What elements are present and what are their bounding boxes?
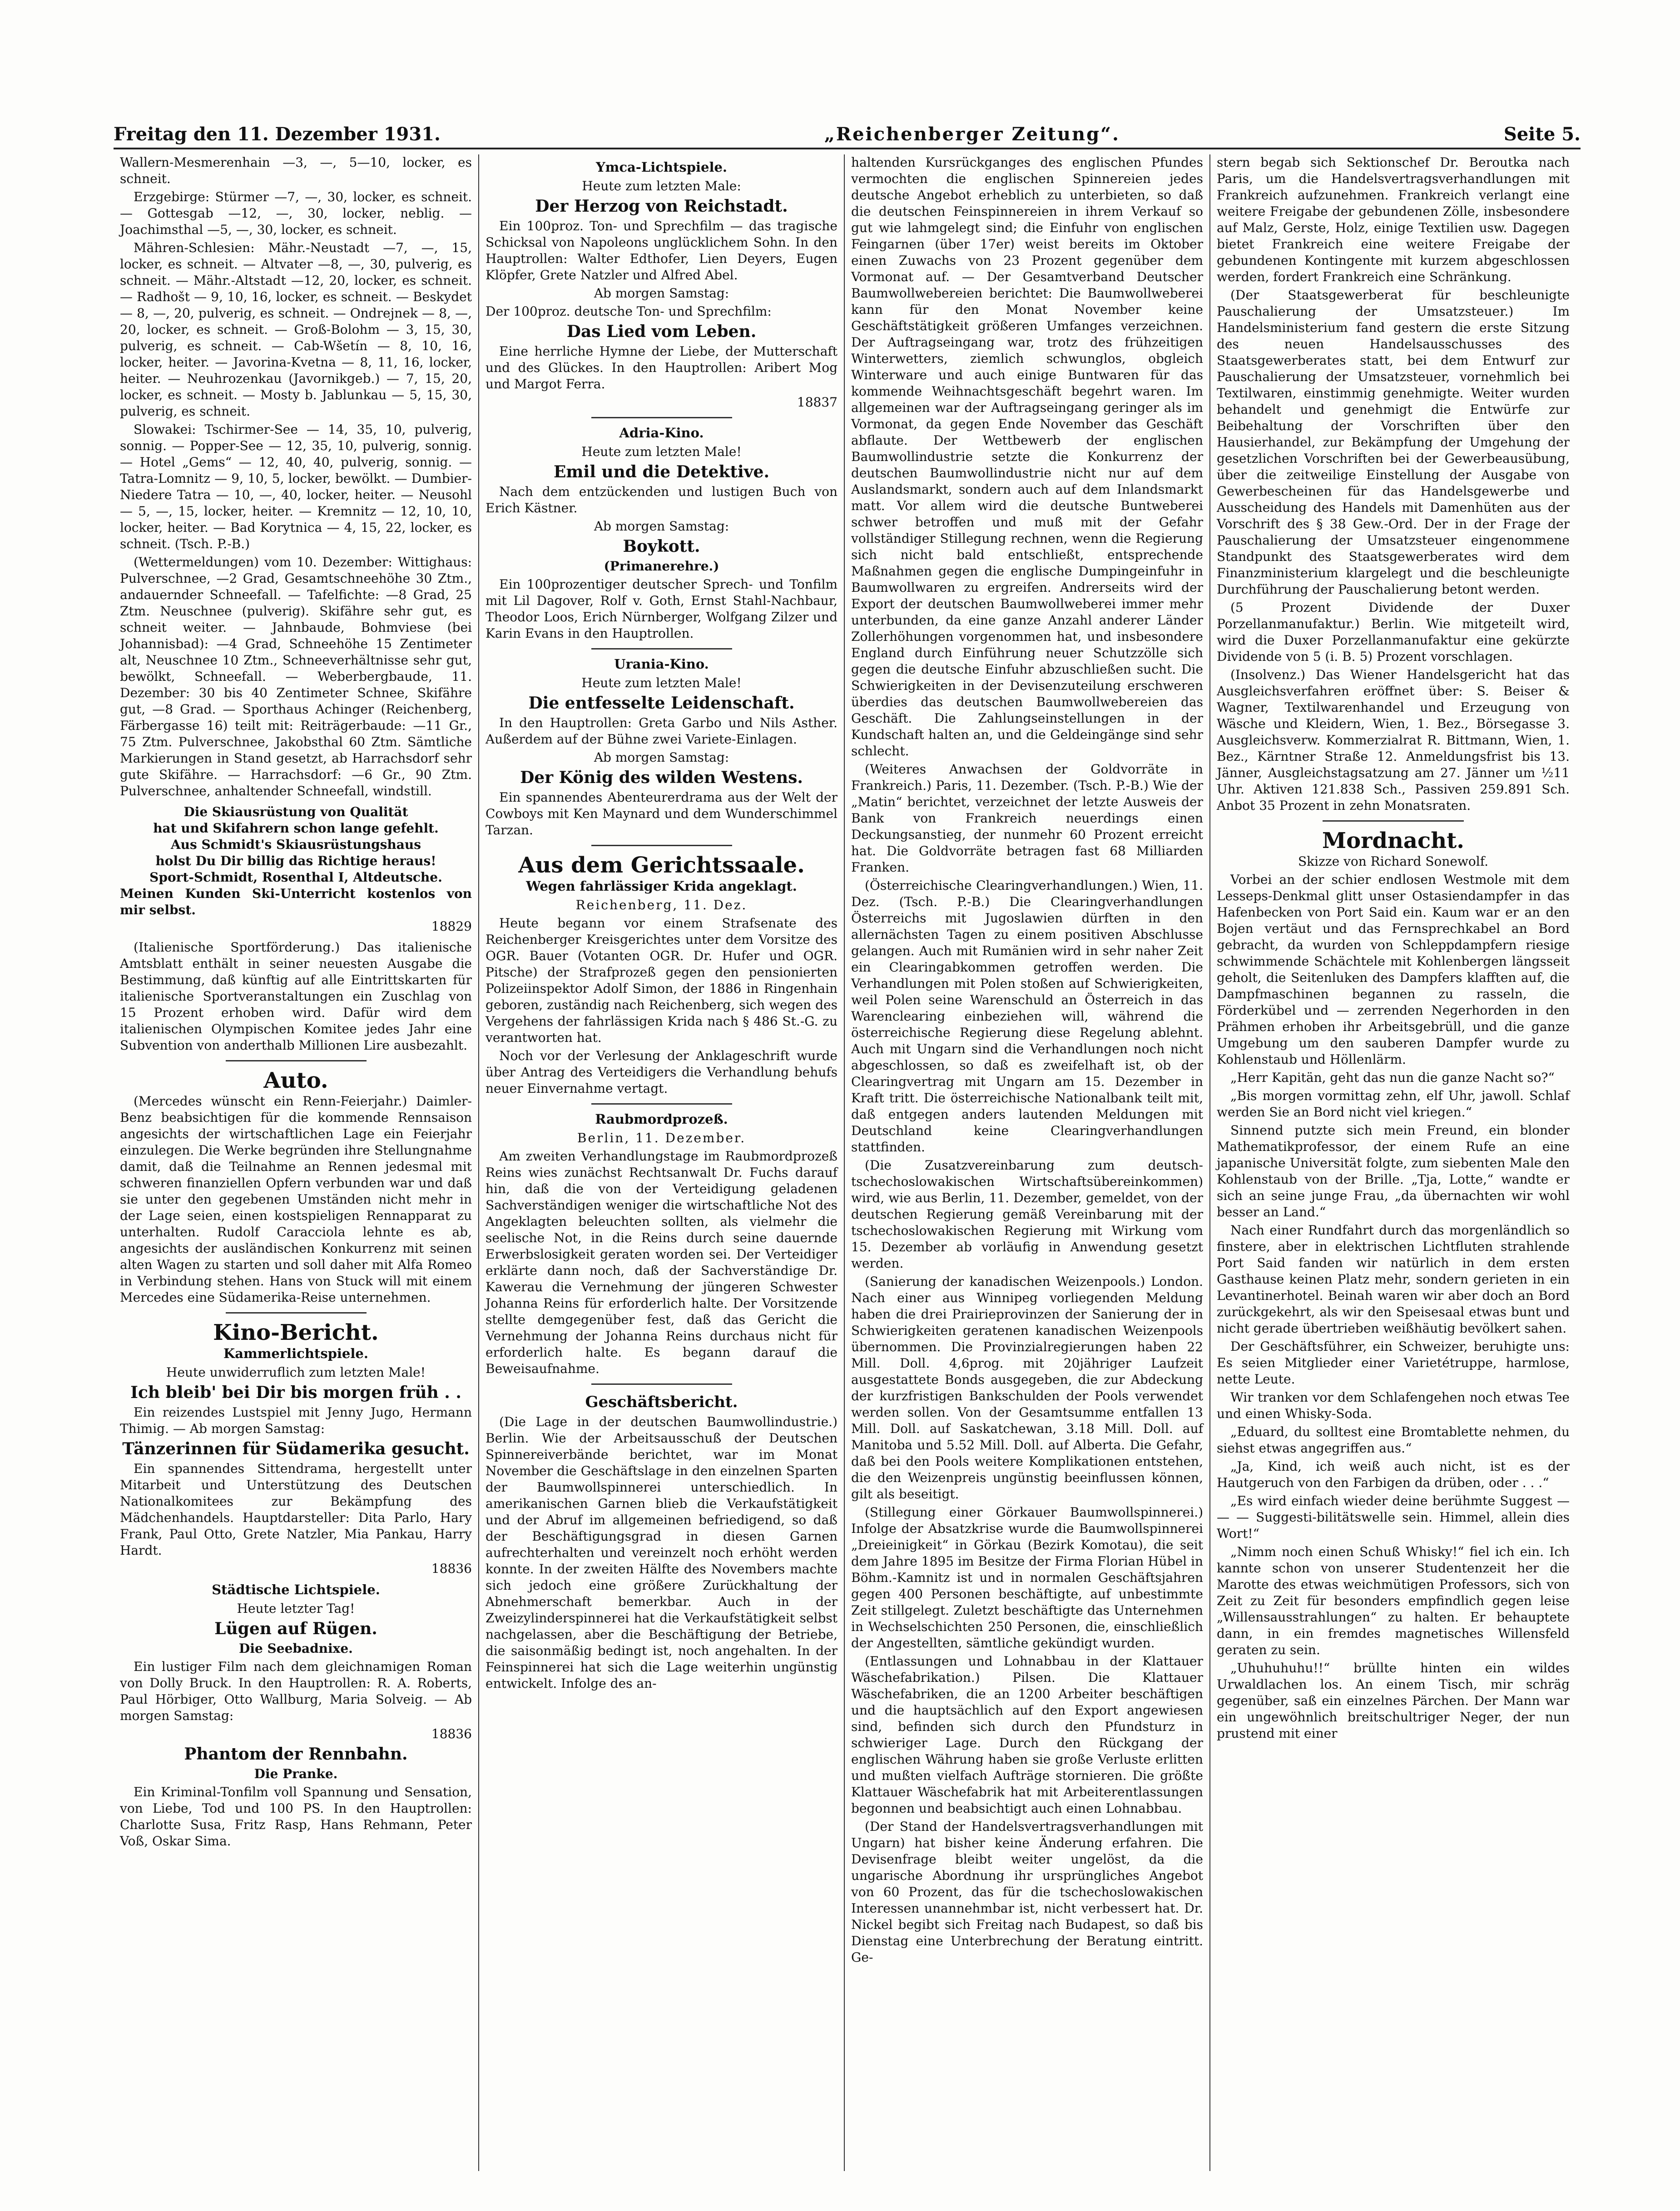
story-paragraph: „Nimm noch einen Schuß Whisky!“ fiel ich ein. Ich kannte schon von unserer Studentenzeit her die Marotte des etwas weichmütigen Professors, sich von Zeit zu Zeit für besonders empfindlich gegen leise „Willensausstrahlungen“ zu halten. Er behauptete dann, in ein fremdes magnetisches Willensfeld geraten zu sein.: [1217, 1544, 1570, 1657]
clearing-austria-news: (Österreichische Clearingverhandlungen.) Wien, 11. Dez. (Tsch. P.-B.) Die Clearingverhandlungen Österreichs mit Jugoslawien dürften in den allernächsten Tagen zu einem positiven Abschlusse gelangen. Auch mit Rumänien wird in sehr naher Zeit ein Clearingabkommen getroffen werden. Die Verhandlungen mit Polen stoßen auf Schwierigkeiten, weil Polen seine Warenschuld an Österreich in das Warenclearing einbeziehen will, während die österreichische Regierung diese Regelung ablehnt. Auch mit Ungarn sind die Verhandlungen noch nicht abgeschlossen, so daß es zweifelhaft ist, ob der Clearingvertrag mit Ungarn am 15. Dezember in Kraft tritt. Die österreichische Nationalbank teilt mit, daß entgegen anders lautenden Meldungen mit Deutschland keine Clearingverhandlungen stattfinden.: [851, 878, 1203, 1155]
story-paragraph: Der Geschäftsführer, ein Schweizer, beruhigte uns: Es seien Mitglieder einer Varietétruppe, harmlose, nette Leute.: [1217, 1339, 1570, 1387]
kammer-description: Ein reizendes Lustspiel mit Jenny Jugo, Hermann Thimig. — Ab morgen Samstag:: [120, 1405, 472, 1436]
urania-description: In den Hauptrollen: Greta Garbo und Nils Asther. Außerdem auf der Bühne zwei Variete-Einlagen.: [486, 715, 838, 747]
snow-report-maehren: Mähren-Schlesien: Mähr.-Neustadt —7, —, 15, locker, es schneit. — Altvater —8, —, 30, pulverig, es schneit. — Mähr.-Altstadt —12, 20, locker, es schneit. — Radhošt — 9, 10, 16, locker, es schneit. — Beskydet — 8, —, 20, pulverig, es schneit. — Ondrejnek — 8, —, 20, locker, es schneit. — Groß-Bolohm — 3, 15, 30, pulverig, es schneit. — Cab-Wšetín — 8, 10, 16, locker, heiter. — Javorina-Kvetna — 8, 11, 16, locker, heiter. — Neuhrozenkau (Javornikgeb.) — 7, 15, 20, locker, es schneit. — Mosty b. Jablunkau — 5, 15, 30, pulverig, es schneit.: [120, 240, 472, 419]
auto-heading: Auto.: [263, 1068, 328, 1093]
story-paragraph: Nach einer Rundfahrt durch das morgenländlich so finstere, aber in elektrischen Lichtfluten strahlende Port Said fanden wir natürlich in dem ersten Gasthause keinen Platz mehr, sondern gerieten in ein Levantinerhotel. Beinah waren wir aber doch an Bord zurückgekehrt, als wir den Speisesaal etwas bunt und nicht gerade übertrieben weißhäutig bevölkert sahen.: [1217, 1223, 1570, 1336]
ski-advertisement: [120, 804, 472, 935]
story-byline: Skizze von Richard Sonewolf.: [1298, 854, 1489, 869]
snow-report-erzgebirge: Erzgebirge: Stürmer —7, —, 30, locker, es schneit. — Gottesgab —12, —, 30, locker, neblig. — Joachimsthal —5, —, 30, locker, es schneit.: [120, 189, 472, 237]
adria-film-title: Emil und die Detektive.: [553, 462, 769, 481]
kammer-film-title-2: Tänzerinnen für Südamerika gesucht.: [122, 1439, 470, 1458]
sport-news: (Italienische Sportförderung.) Das italienische Amtsblatt enthält in seiner neuesten Ausgabe die Bestimmung, daß künftig auf alle Eintrittskarten für italienische Sportveranstaltungen ein Zuschlag von 15 Prozent erhoben wird. Dafür wird dem italienischen Olympischen Komitee jedes Jahr eine Subvention von anderthalb Millionen Lire ausbezahlt.: [120, 940, 472, 1053]
raub-heading: Raubmordprozeß.: [595, 1111, 728, 1127]
adria-film-title-2: Boykott.: [623, 537, 700, 556]
story-paragraph: „Bis morgen vormittag zehn, elf Uhr, jawoll. Schlaf werden Sie an Bord nicht viel kriegen.“: [1217, 1088, 1570, 1120]
gericht-paragraph-2: Noch vor der Verlesung der Anklageschrift wurde über Antrag des Verteidigers die Verhandlung behufs neuer Einvernahme vertagt.: [486, 1048, 838, 1096]
staedt-description: Ein lustiger Film nach dem gleichnamigen Roman von Dolly Bruck. In den Hauptrollen: R. A. Roberts, Paul Hörbiger, Otto Wallburg, Maria Solveig. — Ab morgen Samstag:: [120, 1659, 472, 1723]
ad-line: Die Skiausrüstung von Qualität: [183, 804, 408, 819]
staedt-subtitle: Die Seebadnixe.: [239, 1641, 353, 1656]
divider: [591, 845, 732, 846]
staedt-film-title-2: Phantom der Rennbahn.: [184, 1745, 408, 1764]
story-paragraph: Vorbei an der schier endlosen Westmole mit dem Lesseps-Denkmal glitt unser Ostasiendampfer in das Hafenbecken von Port Said ein. Kaum war er an den Bojen vertäut und das Fernsprechkabel an Bord gebracht, da wurden von Schleppdampfern riesige schwimmende Schächtele mit Kohlenbergen längsseit geholt, die Seitenluken des Dampfers klafften auf, die Dampfmaschinen begannen zu rasseln, die Förderkübel und — zerrenden Negerhorden in den Prähmen erhoben ihr Arbeitsgebrüll, und die ganze Umgebung um den sauberen Dampfer wurde zu Kohlenstaub und Höllenlärm.: [1217, 872, 1570, 1067]
adria-note-2: Ab morgen Samstag:: [594, 519, 729, 534]
ad-line: Aus Schmidt's Skiausrüstungshaus: [170, 837, 421, 852]
france-trade-continued: stern begab sich Sektionschef Dr. Beroutka nach Paris, um die Handelsvertragsverhandlungen mit Frankreich aufzunehmen. Frankreich verlangt eine weitere Freigabe der gebundenen Zölle, insbesondere auf Malz, Gerste, Holz, einige Textilien usw. Dagegen bietet Frankreich eine weitere Freigabe der gebundenen Kontingente mit kurzem abgeschlossen werden, fordert Frankreich eine Schränkung.: [1217, 155, 1570, 284]
ad-line: hat und Skifahrern schon lange gefehlt.: [153, 821, 439, 836]
ad-line: Sport-Schmidt, Rosenthal I, Altdeutsche.: [149, 870, 442, 885]
page-header: [114, 120, 1581, 149]
divider: [1323, 820, 1464, 822]
snow-report-slowakei: Slowakei: Tschirmer-See — 14, 35, 10, pulverig, sonnig. — Popper-See — 12, 35, 10, pulverig, sonnig. — Hotel „Gems“ — 12, 40, 40, pulverig, sonnig. — Tatra-Lomnitz — 9, 10, 5, locker, bewölkt. — Dumbier-Niedere Tatra — 10, —, 40, locker, heiter. — Neusohl — 5, —, 15, locker, heiter. — Kremnitz — 12, 10, 10, locker, heiter. — Bad Korytnica — 4, 15, 22, locker, es schneit. (Tsch. P.-B.): [120, 422, 472, 551]
story-paragraph: Wir tranken vor dem Schlafengehen noch etwas Tee und einen Whisky-Soda.: [1217, 1390, 1570, 1421]
ymca-number: 18837: [797, 395, 838, 410]
story-paragraph: „Es wird einfach wieder deine berühmte Suggest — — — Suggesti-bilitätswelle sein. Himmel, allein dies Wort!“: [1217, 1493, 1570, 1541]
kammer-heading: Kammerlichtspiele.: [223, 1346, 368, 1361]
staedt-number: 18836: [431, 1726, 472, 1741]
kammer-description-2: Ein spannendes Sittendrama, hergestellt unter Mitarbeit und Unterstützung des Deutschen Nationalkomitees zur Bekämpfung des Mädchenhandels. Hauptdarsteller: Dita Parlo, Hary Frank, Paul Otto, Grete Natzler, Mia Pankau, Harry Hardt.: [120, 1461, 472, 1558]
hungary-trade-news: (Der Stand der Handelsvertragsverhandlungen mit Ungarn) hat bisher keine Änderung erfahren. Die Devisenfrage bleibt weiter ungelöst, da die ungarische Abordnung ihr ursprüngliches Angebot von 60 Prozent, das für die tschechoslowakischen Interessen unannehmbar ist, nicht verbessert hat. Dr. Nickel begibt sich Freitag nach Budapest, so daß bis Dienstag eine Unterbrechung der Beratung eintritt. Ge-: [851, 1819, 1203, 1965]
ymca-description-2: Eine herrliche Hymne der Liebe, der Mutterschaft und des Glückes. In den Hauptrollen: Aribert Mog und Margot Ferra.: [486, 344, 838, 392]
urania-heading: Urania-Kino.: [614, 656, 709, 672]
ymca-heading: Ymca-Lichtspiele.: [595, 159, 728, 175]
ymca-note-2: Ab morgen Samstag:: [594, 286, 729, 301]
story-title: Mordnacht.: [1322, 828, 1464, 853]
wheat-pool-news: (Sanierung der kanadischen Weizenpools.) London. Nach einer aus Winnipeg vorliegenden Meldung haben die drei Prairieprovinzen der Sanierung der in Schwierigkeiten geratenen kanadischen Weizenpools übernommen. Die Provinzialregierungen haben 22 Mill. Doll. 4,6prog. mit 20jähriger Laufzeit ausgestattete Bonds ausgegeben, die zur Abdeckung der kurzfristigen Bankschulden der Pools verwendet werden sollen. Von der Gesamtsumme entfallen 13 Mill. Doll. auf Saskatchewan, 3.18 Mill. Doll. auf Manitoba und 5.52 Mill. Doll. auf Alberta. Die Gefahr, daß bei den Pools weitere Komplikationen entstehen, die den Weizenpreis ungünstig beeinflussen können, gilt als beseitigt.: [851, 1274, 1203, 1502]
column-1: [114, 154, 479, 2171]
adria-description-2: Ein 100prozentiger deutscher Sprech- und Tonfilm mit Lil Dagover, Rolf v. Goth, Ernst Stahl-Nachbaur, Theodor Loos, Erich Nürnberger, Wolfgang Zilzer und Karin Evans in den Hauptrollen.: [486, 577, 838, 641]
staedt-heading: Städtische Lichtspiele.: [212, 1582, 380, 1597]
ymca-film-title: Der Herzog von Reichstadt.: [535, 197, 788, 216]
ymca-film-title-2: Das Lied vom Leben.: [566, 322, 757, 341]
header-page-number: Seite 5.: [1503, 123, 1581, 145]
gesch-heading: Geschäftsbericht.: [585, 1393, 738, 1411]
divider: [591, 1103, 732, 1105]
klattau-news: (Entlassungen und Lohnabbau in der Klattauer Wäschefabrikation.) Pilsen. Die Klattauer Wäschefabriken, die an 1200 Arbeiter beschäftigen und die hauptsächlich auf den Export angewiesen sind, befinden sich durch den Pfundsturz in schwieriger Lage. Durch den Rückgang der englischen Währung haben sie große Verluste erlitten und mußten vielfach Aufträge stornieren. Die größte Klattauer Wäschefabrik hat mit Arbeiterentlassungen begonnen und beabsichtigt auch einen Lohnabbau.: [851, 1654, 1203, 1816]
staedt-film-title: Lügen auf Rügen.: [214, 1619, 377, 1638]
insolvency-news: (Insolvenz.) Das Wiener Handelsgericht hat das Ausgleichsverfahren eröffnet über: S. Beiser & Wagner, Textilwarenhandel und Erzeugung von Wäsche und Kleidern, Wien, 1. Bez., Börsegasse 3. Ausgleichsverw. Kommerzialrat R. Bittmann, Wien, 1. Bez., Kärntner Straße 12. Anmeldungsfrist bis 13. Jänner, Ausgleichstagsatzung am 27. Jänner um ½11 Uhr. Aktiven 121.838 Sch., Passiven 259.891 Sch. Anbot 35 Prozent in zehn Monatsraten.: [1217, 667, 1570, 813]
ad-line: Meinen Kunden Ski-Unterricht kostenlos von mir selbst.: [120, 886, 472, 917]
urania-note: Heute zum letzten Male!: [581, 675, 742, 690]
divider: [591, 417, 732, 418]
story-paragraph: „Eduard, du solltest eine Bromtablette nehmen, du siehst etwas angegriffen aus.“: [1217, 1424, 1570, 1456]
divider: [591, 1383, 732, 1385]
newspaper-columns: [114, 154, 1581, 2171]
adria-description: Nach dem entzückenden und lustigen Buch von Erich Kästner.: [486, 484, 838, 516]
staedt-subtitle-2: Die Pranke.: [254, 1766, 338, 1781]
ymca-note-3: Der 100proz. deutsche Ton- und Sprechfilm:: [486, 304, 772, 319]
kino-heading: Kino-Bericht.: [213, 1320, 379, 1345]
staedt-note: Heute letzter Tag!: [237, 1601, 355, 1616]
header-paper-name: „Reichenberger Zeitung“.: [824, 123, 1120, 145]
column-4: [1210, 154, 1576, 2171]
gericht-dateline: Reichenberg, 11. Dez.: [575, 897, 748, 912]
goerkau-spinning-news: (Stillegung einer Görkauer Baumwollspinnerei.) Infolge der Absatzkrise wurde die Baumwollspinnerei „Dreieinigkeit“ in Görkau (Bezirk Komotau), die seit dem Jahre 1895 im Besitze der Firma Florian Hübel in Böhm.-Kamnitz ist und in normalen Geschäftsjahren gegen 400 Personen beschäftigte, auf unbestimmte Zeit stillgelegt. Zuletzt beschäftigte das Unternehmen in Wechselschichten 250 Personen, die, einschließlich der Angestellten, sämtliche gekündigt wurden.: [851, 1505, 1203, 1651]
urania-film-title: Die entfesselte Leidenschaft.: [528, 694, 795, 713]
baumwoll-continued: haltenden Kursrückganges des englischen Pfundes vermochten die englischen Spinnereien jedes deutsche Angebot erheblich zu unterbieten, so daß die deutschen Feinspinnereien in ihrem Verkauf so gut wie lahmgelegt sind; die Einfuhr von englischen Feingarnen (über 17er) weist bereits im Oktober einen Zuwachs von 23 Prozent gegenüber dem Vormonat auf. — Der Gesamtverband Deutscher Baumwollwebereien berichtet: Die Baumwollweberei kann für den Monat November keine Geschäftstätigkeit größeren Umfanges verzeichnen. Der Auftragseingang war, trotz des frühzeitigen Winterwetters, ziemlich schwunglos, obgleich Winterware und auch einige Buntwaren für das kommende Weihnachtsgeschäft begehrt waren. Im allgemeinen war der Auftragseingang geringer als im Vormonat, da gegen Ende November das Geschäft abflaute. Der Wettbewerb der englischen Baumwollindustrie setzte die Konkurrenz der deutschen Baumwollindustrie nicht nur auf dem Auslandsmarkt, sondern auch auf dem Inlandsmarkt matt. Vor allem wird die deutsche Buntweberei schwer betroffen und muß mit der Gefahr vollständiger Stillegung rechnen, wenn die Regierung sich nicht bald entschließt, entsprechende Maßnahmen gegen die englische Dumpingeinfuhr in Baumwollwaren zu ergreifen. Andrerseits wird der Export der deutschen Baumwollweberei immer mehr unterbunden, da eine ganze Anzahl anderer Länder Zollerhöhungen vorgenommen hat, und insbesondere England durch Einführung neuer Schutzzölle sich gegen die deutsche Einfuhr abzuschließen sucht. Die Schwierigkeiten in der Devisenzuteilung erschweren überdies das deutschen Baumwollwebereien das Geschäft. Die Zahlungseinstellungen in der Kundschaft halten an, und die Geldeingänge sind sehr schlecht.: [851, 155, 1203, 758]
divider: [226, 1312, 367, 1314]
kammer-number: 18836: [431, 1561, 472, 1576]
staedt-description-2: Ein Kriminal-Tonfilm voll Spannung und Sensation, von Liebe, Tod und 100 PS. In den Hauptrollen: Charlotte Susa, Fritz Rasp, Hans Rehmann, Peter Voß, Oskar Sima.: [120, 1785, 472, 1849]
staatsgewerberat-news: (Der Staatsgewerberat für beschleunigte Pauschalierung der Umsatzsteuer.) Im Handelsministerium fand gestern die erste Sitzung des neuen Handelsausschusses des Staatsgewerberates statt, bei dem Entwurf zur Pauschalierung der Umsatzsteuer, vornehmlich bei Textilwaren, einstimmig genehmigte. Weiter wurden behandelt und genehmigt die Entwürfe zur Beibehaltung der Vorschriften über den Hausierhandel, zur Bekämpfung der Umgehung der gesetzlichen Vorschriften bei der Gewerbeausübung, über die zeitweilige Einstellung der Ausgabe von Gewerbescheinen für das Handelsgewerbe und Ausscheidung des Handels mit Damenhüten aus der Vorschrift des § 38 Gew.-Ord. Der in der Frage der Pauschalierung der Umsatzsteuer eingenommene Standpunkt des Staatsgewerberates wird dem Finanzministerium klargelegt und die beschleunigte Durchführung der Pauschalierung betont werden.: [1217, 288, 1570, 597]
divider: [226, 1060, 367, 1061]
story-paragraph: „Herr Kapitän, geht das nun die ganze Nacht so?“: [1230, 1070, 1555, 1085]
adria-note: Heute zum letzten Male!: [581, 444, 742, 459]
kammer-film-title: Ich bleib' bei Dir bis morgen früh . .: [130, 1383, 461, 1402]
urania-description-2: Ein spannendes Abenteurerdrama aus der Welt der Cowboys mit Ken Maynard und dem Wunderschimmel Tarzan.: [486, 790, 838, 838]
gericht-heading: Aus dem Gerichtssaale.: [518, 853, 805, 878]
gericht-paragraph-1: Heute begann vor einem Strafsenate des Reichenberger Kreisgerichtes unter dem Vorsitze des OGR. Bauer (Votanten OGR. Dr. Hufer und OGR. Pitsche) der Strafprozeß gegen den pensionierten Polizeiinspektor Adolf Simon, der 1886 in Ringenhain geboren, zuständig nach Reichenberg, sich wegen des Vergehens der fahrlässigen Krida nach § 486 St.-G. zu verantworten hat.: [486, 916, 838, 1045]
story-paragraph: Sinnend putzte sich mein Freund, ein blonder Mathematikprofessor, der einem Rufe an eine japanische Universität folgte, zum siebenten Male den Kohlenstaub von der Brille. „Tja, Lotte,“ wandte er sich an seine junge Frau, „da übernachten wir wohl besser an Land.“: [1217, 1123, 1570, 1220]
column-2: [479, 154, 845, 2171]
adria-subtitle: (Primanerehre.): [604, 559, 719, 574]
ad-line: holst Du Dir billig das Richtige heraus!: [155, 853, 436, 868]
ad-number: 18829: [431, 919, 472, 934]
trade-agreement-news: (Die Zusatzvereinbarung zum deutsch-tschechoslowakischen Wirtschaftsübereinkommen) wird, wie aus Berlin, 11. Dezember, gemeldet, von der deutschen Regierung gemäß Vereinbarung mit der tschechoslowakischen Regierung mit Wirkung vom 15. Dezember ab vorläufig in Anwendung gesetzt werden.: [851, 1158, 1203, 1271]
gold-france-news: (Weiteres Anwachsen der Goldvorräte in Frankreich.) Paris, 11. Dezember. (Tsch. P.-B.) Wie der „Matin“ berichtet, verzeichnet der letzte Ausweis der Bank von Frankreich neuerdings einen Deckungsanstieg, der nunmehr 60 Prozent erreicht hat. Die Goldvorräte betragen fast 68 Milliarden Franken.: [851, 762, 1203, 875]
column-3: [845, 154, 1210, 2171]
divider: [591, 648, 732, 649]
ymca-description: Ein 100proz. Ton- und Sprechfilm — das tragische Schicksal von Napoleons unglücklichem Sohn. In den Hauptrollen: Walter Edthofer, Lien Deyers, Eugen Klöpfer, Grete Natzler und Alfred Abel.: [486, 218, 838, 283]
adria-heading: Adria-Kino.: [619, 425, 704, 441]
story-paragraph: „Ja, Kind, ich weiß auch nicht, ist es der Hautgeruch von den Farbigen da drüben, oder . . .“: [1217, 1459, 1570, 1490]
urania-note-2: Ab morgen Samstag:: [594, 750, 729, 765]
urania-film-title-2: Der König des wilden Westens.: [520, 768, 803, 787]
raub-paragraph: Am zweiten Verhandlungstage im Raubmordprozeß Reins wies zunächst Rechtsanwalt Dr. Fuchs darauf hin, daß die von der Verteidigung geladenen Sachverständigen weniger die wirtschaftliche Not des Angeklagten beleuchten sollten, als vielmehr die seelische Not, in die Reins durch seine dauernde Erwerbslosigkeit geraten worden sei. Der Verteidiger erklärte dann noch, daß der Sachverständige Dr. Kawerau die Vernehmung der jüngeren Schwester Johanna Reins für erforderlich halte. Der Vorsitzende stellte demgegenüber fest, daß das Gericht die Vernehmung der Johanna Reins durchaus nicht für erforderlich halte. Es begann darauf die Beweisaufnahme.: [486, 1149, 838, 1376]
raub-dateline: Berlin, 11. Dezember.: [577, 1130, 746, 1145]
story-paragraph: „Uhuhuhuhu!!“ brüllte hinten ein wildes Urwaldlachen los. An einem Tisch, mir schräg gegenüber, saß ein einzelnes Pärchen. Der Mann war ein ungewöhnlich breitschultriger Neger, der nun prustend mit einer: [1217, 1661, 1570, 1741]
header-date: Freitag den 11. Dezember 1931.: [114, 123, 441, 145]
snow-report-top: Wallern-Mesmerenhain —3, —, 5—10, locker, es schneit.: [120, 155, 472, 186]
ymca-note: Heute zum letzten Male:: [582, 178, 741, 193]
gesch-paragraph: (Die Lage in der deutschen Baumwollindustrie.) Berlin. Wie der Arbeitsausschuß der Deutschen Spinnereiverbände berichtet, war im Monat November die Geschäftslage in den einzelnen Sparten der Baumwollspinnerei unterschiedlich. In amerikanischen Garnen blieb die Verkaufstätigkeit und der Abruf im allgemeinen befriedigend, so daß der Beschäftigungsgrad in diesen Garnen aufrechterhalten und vereinzelt noch erhöht werden konnte. In der zweiten Hälfte des Novembers machte sich jedoch eine größere Zurückhaltung der Abnehmerschaft bemerkbar. Auch in der Zweizylinderspinnerei hat die Verkaufstätigkeit selbst nachgelassen, aber die Beschäftigung der Betriebe, die saisonmäßig bedingt ist, noch angehalten. In der Feinspinnerei hat sich die Lage weiterhin ungünstig entwickelt. Infolge des an-: [486, 1414, 838, 1691]
kammer-note: Heute unwiderruflich zum letzten Male!: [166, 1365, 426, 1380]
gericht-subheading: Wegen fahrlässiger Krida angeklagt.: [526, 878, 797, 894]
weather-reports: (Wettermeldungen) vom 10. Dezember: Wittighaus: Pulverschnee, —2 Grad, Gesamtschneehöhe 30 Ztm., andauernder Schneefall. — Tafelfichte: —8 Grad, 25 Ztm. Neuschnee (pulverig). Skifähre sehr gut, es schneit weiter. — Jahnbaude, Bohmviese (bei Johannisbad): —4 Grad, Schneehöhe 15 Zentimeter alt, Neuschnee 10 Ztm., Schneeverhältnisse sehr gut, bewölkt, Schneefall. — Weberbergbaude, 11. Dezember: 30 bis 40 Zentimeter Schnee, Skifähre gut, —8 Grad. — Sporthaus Achinger (Reichenberg, Färbergasse 16) teilt mit: Reiträgerbaude: —11 Gr., 75 Ztm. Pulverschnee, Jakobsthal 60 Ztm. Sämtliche Markierungen in Stand gesetzt, ab Harrachsdorf sehr gute Skifähre. — Harrachsdorf: —6 Gr., 90 Ztm. Pulverschnee, anhaltender Schneefall, windstill.: [120, 555, 472, 798]
auto-article: (Mercedes wünscht ein Renn-Feierjahr.) Daimler-Benz beabsichtigen für die kommende Rennsaison angesichts der wirtschaftlichen Lage ein Feierjahr einzulegen. Die Werke begründen ihre Stellungnahme damit, daß die Teilnahme an Rennen jedesmal mit schweren finanziellen Opfern verbunden war und daß sie unter den gegebenen Umständen nicht mehr in der Lage seien, einen kostspieligen Rennapparat zu unterhalten. Rudolf Caracciola lehnte es ab, angesichts der ausländischen Konkurrenz mit seinen alten Wagen zu starten und soll daher mit Alfa Romeo in Verbindung stehen. Hans von Stuck will mit einem Mercedes eine Südamerika-Reise unternehmen.: [120, 1094, 472, 1305]
duxer-dividend-news: (5 Prozent Dividende der Duxer Porzellanmanufaktur.) Berlin. Wie mitgeteilt wird, wird die Duxer Porzellanmanufaktur eine gekürzte Dividende von 5 (i. B. 5) Prozent vorschlagen.: [1217, 600, 1570, 664]
